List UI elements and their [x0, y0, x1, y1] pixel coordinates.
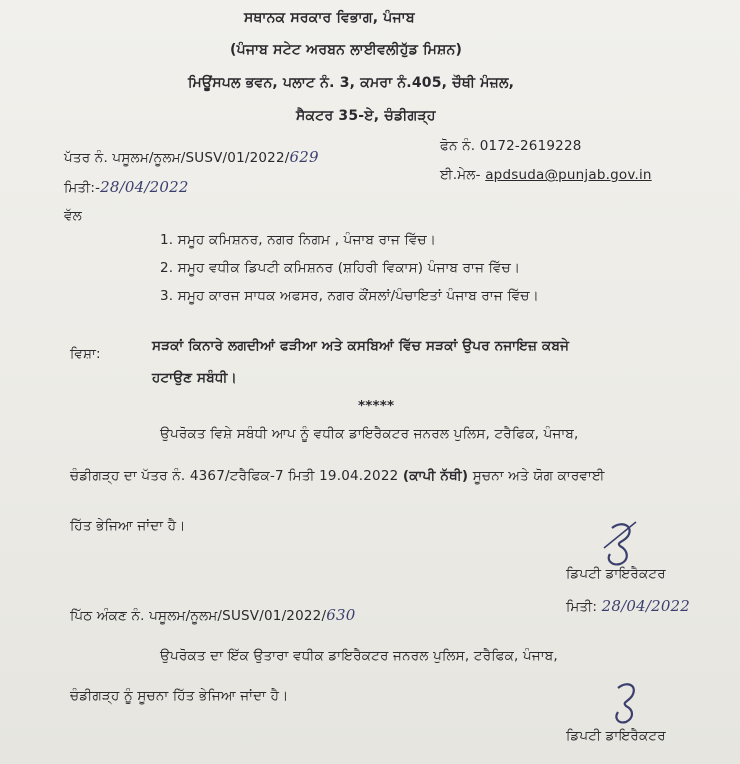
signatory-1-date-handwritten: 28/04/2022 — [601, 597, 691, 615]
body-line-2-action: ਸੂਚਨਾ ਅਤੇ ਯੋਗ ਕਾਰਵਾਈ — [472, 468, 605, 484]
to-label: ਵੱਲ — [64, 208, 82, 224]
email-address: apdsuda@punjab.gov.in — [485, 167, 652, 183]
endorsement-number — [70, 606, 355, 624]
signatory-2-title: ਡਿਪਟੀ ਡਾਇਰੈਕਟਰ — [566, 728, 666, 744]
address-line: ਮਿਊਂਸਪਲ ਭਵਨ, ਪਲਾਟ ਨੰ. 3, ਕਮਰਾ ਨੰ.405, ਚੌਥੀ ਮੰਜ਼ਲ, — [188, 75, 515, 91]
endorsement-number-label: ਪਿੱਠ ਅੰਕਣ ਨੰ. ਪਸੂਲਮ/ਨੂਲਮ/SUSV/01/2022/ — [70, 608, 327, 624]
subject-line-1: ਸੜਕਾਂ ਕਿਨਾਰੇ ਲਗਦੀਆਂ ਫੜੀਆ ਅਤੇ ਕਸਬਿਆਂ ਵਿੱਚ ਸੜਕਾਂ ਉਪਰ ਨਜਾਇਜ਼ ਕਬਜੇ — [152, 338, 570, 354]
recipient-3: 3. ਸਮੂਹ ਕਾਰਜ ਸਾਧਕ ਅਫਸਰ, ਨਗਰ ਕੌਂਸਲਾਂ/ਪੰਚਾਇਤਾਂ ਪੰਜਾਬ ਰਾਜ ਵਿੱਚ। — [160, 288, 539, 304]
body-line-3: ਹਿੱਤ ਭੇਜਿਆ ਜਾਂਦਾ ਹੈ। — [70, 518, 186, 534]
letter-date-label: ਮਿਤੀ:- — [64, 180, 101, 196]
letter-number-handwritten: 629 — [289, 148, 319, 166]
signatory-1-date — [566, 597, 690, 615]
address-city: ਸੈਕਟਰ 35-ਏ, ਚੰਡੀਗੜ੍ਹ — [296, 108, 436, 124]
signatory-1-title: ਡਿਪਟੀ ਡਾਇਰੈਕਟਰ — [566, 566, 666, 582]
recipient-1: 1. ਸਮੂਹ ਕਮਿਸ਼ਨਰ, ਨਗਰ ਨਿਗਮ , ਪੰਜਾਬ ਰਾਜ ਵਿੱਚ। — [160, 232, 437, 248]
email-line — [440, 167, 652, 183]
body-line-2 — [70, 468, 605, 484]
mission-name: (ਪੰਜਾਬ ਸਟੇਟ ਅਰਬਨ ਲਾਈਵਲੀਹੁੱਡ ਮਿਸ਼ਨ) — [230, 42, 463, 58]
body-line-2-copy: (ਕਾਪੀ ਨੱਥੀ) — [402, 468, 469, 484]
signature-1 — [598, 518, 644, 570]
letter-number-label: ਪੱਤਰ ਨੰ. ਪਸੂਲਮ/ਨੂਲਮ/SUSV/01/2022/ — [64, 150, 290, 166]
letter-date-handwritten: 28/04/2022 — [100, 178, 189, 196]
body-line-2-ref: ਚੰਡੀਗੜ੍ਹ ਦਾ ਪੱਤਰ ਨੰ. 4367/ਟਰੈਫਿਕ-7 ਮਿਤੀ 19.04.2022 — [70, 468, 399, 484]
signatory-1-date-label: ਮਿਤੀ: — [566, 599, 598, 615]
endorsement-number-handwritten: 630 — [326, 606, 356, 624]
subject-line-2: ਹਟਾਉਣ ਸਬੰਧੀ। — [152, 370, 237, 386]
body-line-1: ਉਪਰੋਕਤ ਵਿਸ਼ੇ ਸਬੰਧੀ ਆਪ ਨੂੰ ਵਧੀਕ ਡਾਇਰੈਕਟਰ ਜਨਰਲ ਪੁਲਿਸ, ਟਰੈਫਿਕ, ਪੰਜਾਬ, — [160, 426, 579, 442]
endorsement-line-2: ਚੰਡੀਗੜ੍ਹ ਨੂੰ ਸੂਚਨਾ ਹਿੱਤ ਭੇਜਿਆ ਜਾਂਦਾ ਹੈ। — [70, 688, 289, 704]
signature-2 — [606, 678, 646, 728]
email-label: ਈ.ਮੇਲ- — [440, 167, 481, 183]
phone-number: ਫੋਨ ਨੰ. 0172-2619228 — [440, 138, 582, 154]
separator: ***** — [358, 398, 395, 414]
letter-date — [64, 178, 189, 196]
letter-number — [64, 148, 319, 166]
dept-name: ਸਥਾਨਕ ਸਰਕਾਰ ਵਿਭਾਗ, ਪੰਜਾਬ — [244, 10, 415, 26]
recipient-2: 2. ਸਮੂਹ ਵਧੀਕ ਡਿਪਟੀ ਕਮਿਸ਼ਨਰ (ਸ਼ਹਿਰੀ ਵਿਕਾਸ) ਪੰਜਾਬ ਰਾਜ ਵਿੱਚ। — [160, 260, 521, 276]
endorsement-line-1: ਉਪਰੋਕਤ ਦਾ ਇੱਕ ਉਤਾਰਾ ਵਧੀਕ ਡਾਇਰੈਕਟਰ ਜਨਰਲ ਪੁਲਿਸ, ਟਰੈਫਿਕ, ਪੰਜਾਬ, — [160, 648, 558, 664]
subject-label: ਵਿਸ਼ਾ: — [70, 346, 101, 362]
